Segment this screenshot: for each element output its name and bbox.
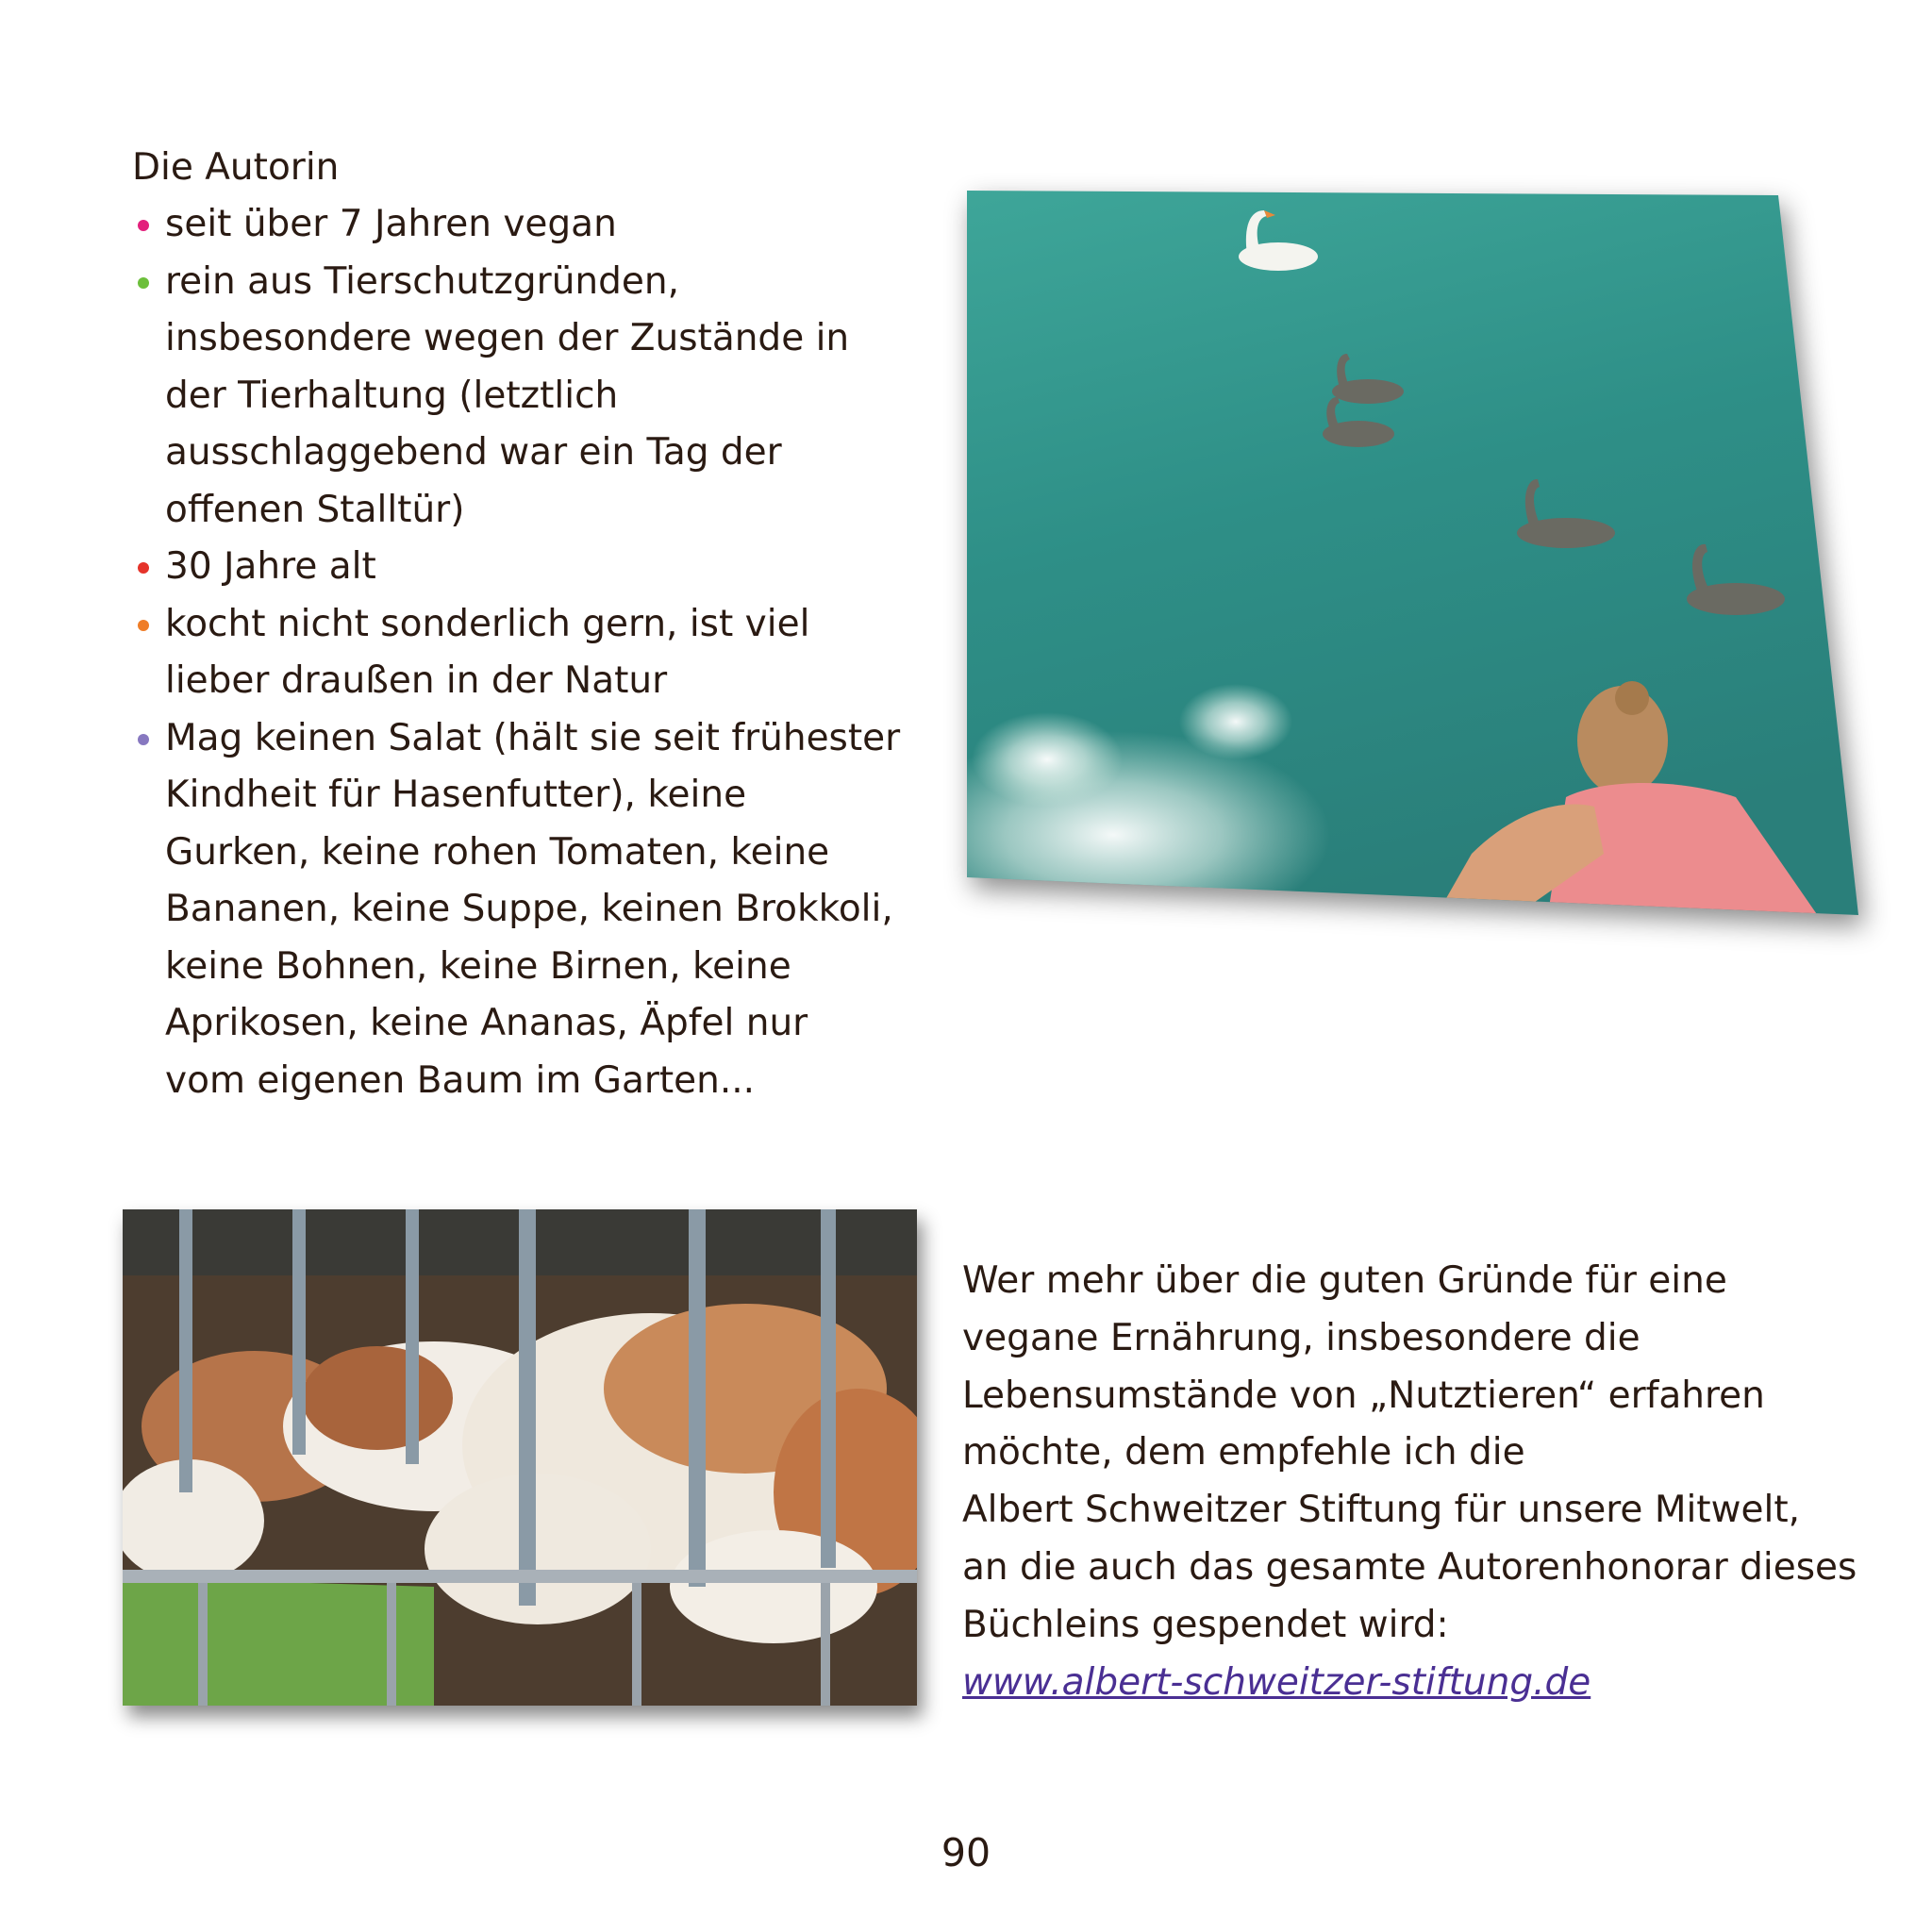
author-fact-line: kocht nicht sonderlich gern, ist viel [165, 602, 810, 645]
bullet-dot-icon [138, 277, 149, 289]
author-info [132, 140, 943, 1109]
author-fact-item [132, 539, 943, 596]
stiftung-website-link[interactable]: www.albert-schweitzer-stiftung.de [962, 1660, 1591, 1704]
recommendation-line: Büchleins gespendet wird: [962, 1603, 1449, 1646]
recommendation-line: möchte, dem empfehle ich die [962, 1431, 1525, 1474]
author-fact-item [132, 596, 943, 710]
author-heading: Die Autorin [132, 146, 340, 189]
author-fact-line: Aprikosen, keine Ananas, Äpfel nur [165, 1002, 808, 1044]
author-fact-line: Gurken, keine rohen Tomaten, keine [165, 830, 830, 874]
author-fact-line: offenen Stalltür) [165, 488, 465, 531]
author-fact-line: seit über 7 Jahren vegan [165, 203, 617, 245]
swans-lake-photo [943, 175, 1896, 920]
author-facts-list [132, 196, 943, 1109]
recommendation-line: Wer mehr über die guten Gründe für eine [962, 1259, 1727, 1302]
author-fact-item [132, 254, 943, 540]
bullet-dot-icon [138, 620, 149, 631]
bullet-dot-icon [138, 734, 149, 745]
author-fact-line: Bananen, keine Suppe, keinen Brokkoli, [165, 888, 893, 930]
author-fact-item [132, 710, 943, 1110]
author-fact-line: insbesondere wegen der Zustände in [165, 317, 850, 359]
author-fact-line: ausschlaggebend war ein Tag der [165, 431, 782, 474]
recommendation-text [962, 1253, 1915, 1711]
recommendation-line: Lebensumstände von „Nutztieren“ erfahren [962, 1374, 1765, 1417]
author-fact-item [132, 196, 943, 254]
author-fact-line: rein aus Tierschutzgründen, [165, 259, 679, 303]
recommendation-line: Albert Schweitzer Stiftung für unsere Mitwelt, [962, 1489, 1801, 1532]
author-fact-line: der Tierhaltung (letztlich [165, 374, 619, 417]
author-fact-line: Mag keinen Salat (hält sie seit frühester [165, 716, 901, 759]
author-fact-line: 30 Jahre alt [165, 545, 376, 588]
author-fact-line: vom eigenen Baum im Garten... [165, 1058, 756, 1102]
bullet-dot-icon [138, 562, 149, 574]
bullet-dot-icon [138, 220, 149, 231]
cows-in-stall-photo [123, 1209, 917, 1706]
page-number: 90 [941, 1830, 991, 1875]
author-fact-line: lieber draußen in der Natur [165, 659, 668, 702]
recommendation-line: vegane Ernährung, insbesondere die [962, 1316, 1641, 1359]
author-fact-line: keine Bohnen, keine Birnen, keine [165, 944, 791, 988]
recommendation-line: an die auch das gesamte Autorenhonorar dieses [962, 1545, 1857, 1589]
author-fact-line: Kindheit für Hasenfutter), keine [165, 774, 747, 816]
